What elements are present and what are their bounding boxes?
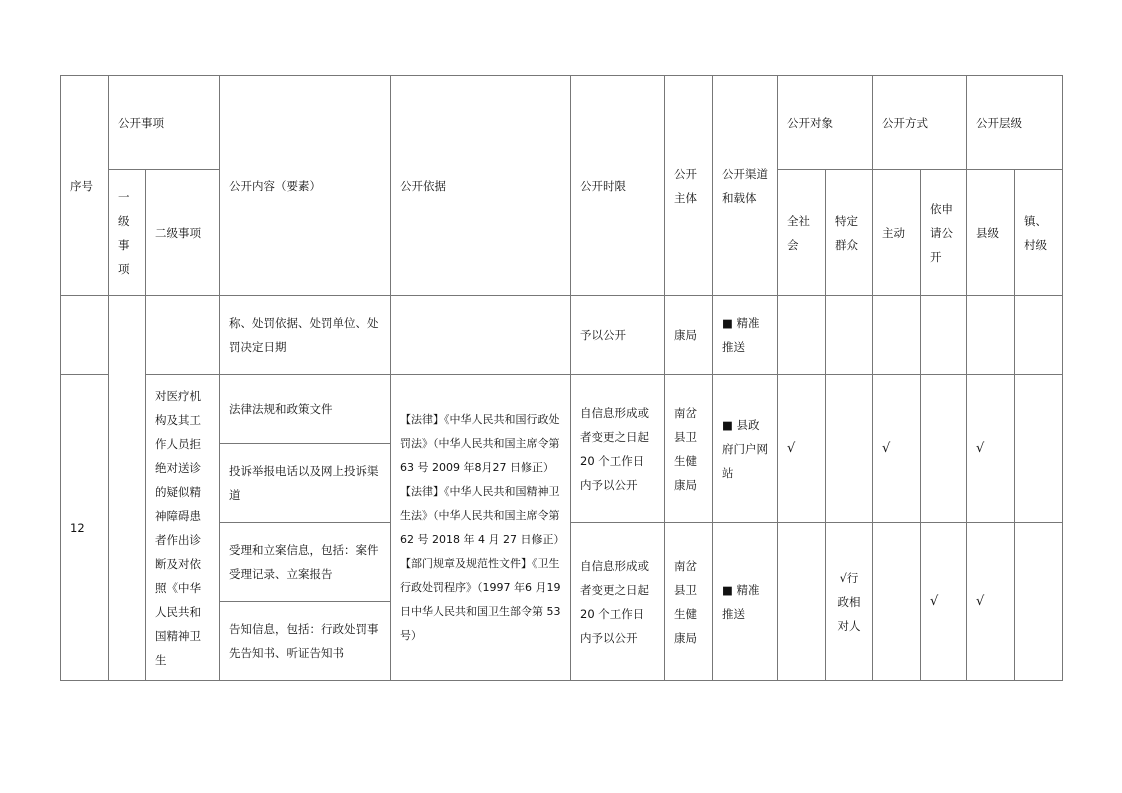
cont-channel: ■ 精准推送	[713, 296, 778, 375]
header-audience: 公开对象	[778, 76, 873, 170]
row12-content-c: 受理和立案信息，包括：案件受理记录、立案报告	[220, 523, 391, 602]
cont-seq	[61, 296, 109, 375]
row12-mark-active: √	[873, 375, 921, 523]
row12-mark-specific: √行政相对人	[826, 523, 873, 681]
header-aud-specific: 特定群众	[826, 170, 873, 296]
row12-level2: 对医疗机构及其工作人员拒绝对送诊的疑似精神障碍患者作出诊断及对依照《中华人民共和国精神卫生	[146, 375, 220, 681]
row12-basis: 【法律】《中华人民共和国行政处罚法》（中华人民共和国主席令第 63 号 2009 年8月27 日修正） 【法律】《中华人民共和国精神卫生法》（中华人民共和国主席令第 62 号 2018 年 4 月 27 日修正）【部门规章及规范性文件】《卫生行政处罚程序》（1997 年6 月19 日中华人民共和国卫生部令第 53 号）	[391, 375, 571, 681]
header-lv-town: 镇、村级	[1015, 170, 1063, 296]
row12-content-b: 投诉举报电话以及网上投诉渠道	[220, 444, 391, 523]
header-matters: 公开事项	[109, 76, 220, 170]
header-m-apply: 依申请公开	[921, 170, 967, 296]
cont-subject: 康局	[665, 296, 713, 375]
row12-mark-county2: √	[967, 523, 1015, 681]
cont-basis	[391, 296, 571, 375]
header-m-active: 主动	[873, 170, 921, 296]
header-content: 公开内容（要素）	[220, 76, 391, 296]
header-aud-all: 全社会	[778, 170, 826, 296]
header-method: 公开方式	[873, 76, 967, 170]
level1-cell	[109, 296, 146, 681]
row12-mark-all: √	[778, 375, 826, 523]
row12-content-d: 告知信息，包括：行政处罚事先告知书、听证告知书	[220, 602, 391, 681]
header-level: 公开层级	[967, 76, 1063, 170]
header-channel: 公开渠道和载体	[713, 76, 778, 296]
cont-content: 称、处罚依据、处罚单位、处罚决定日期	[220, 296, 391, 375]
row12-channel1: ■ 县政府门户网站	[713, 375, 778, 523]
header-time-limit: 公开时限	[571, 76, 665, 296]
disclosure-table	[60, 75, 1063, 681]
row12-subject1: 南岔县卫生健康局	[665, 375, 713, 523]
header-lv-county: 县级	[967, 170, 1015, 296]
header-subject: 公开主体	[665, 76, 713, 296]
row12-subject2: 南岔县卫生健康局	[665, 523, 713, 681]
header-level1: 一级事项	[109, 170, 146, 296]
row12-time1: 自信息形成或者变更之日起20 个工作日内予以公开	[571, 375, 665, 523]
header-basis: 公开依据	[391, 76, 571, 296]
row12-time2: 自信息形成或者变更之日起20 个工作日内予以公开	[571, 523, 665, 681]
header-level2: 二级事项	[146, 170, 220, 296]
cont-level2	[146, 296, 220, 375]
header-seq: 序号	[61, 76, 109, 296]
cont-time: 予以公开	[571, 296, 665, 375]
row12-content-a: 法律法规和政策文件	[220, 375, 391, 444]
row12-seq: 12	[61, 375, 109, 681]
row12-mark-apply: √	[921, 523, 967, 681]
row12-mark-county1: √	[967, 375, 1015, 523]
row12-channel2: ■ 精准推送	[713, 523, 778, 681]
